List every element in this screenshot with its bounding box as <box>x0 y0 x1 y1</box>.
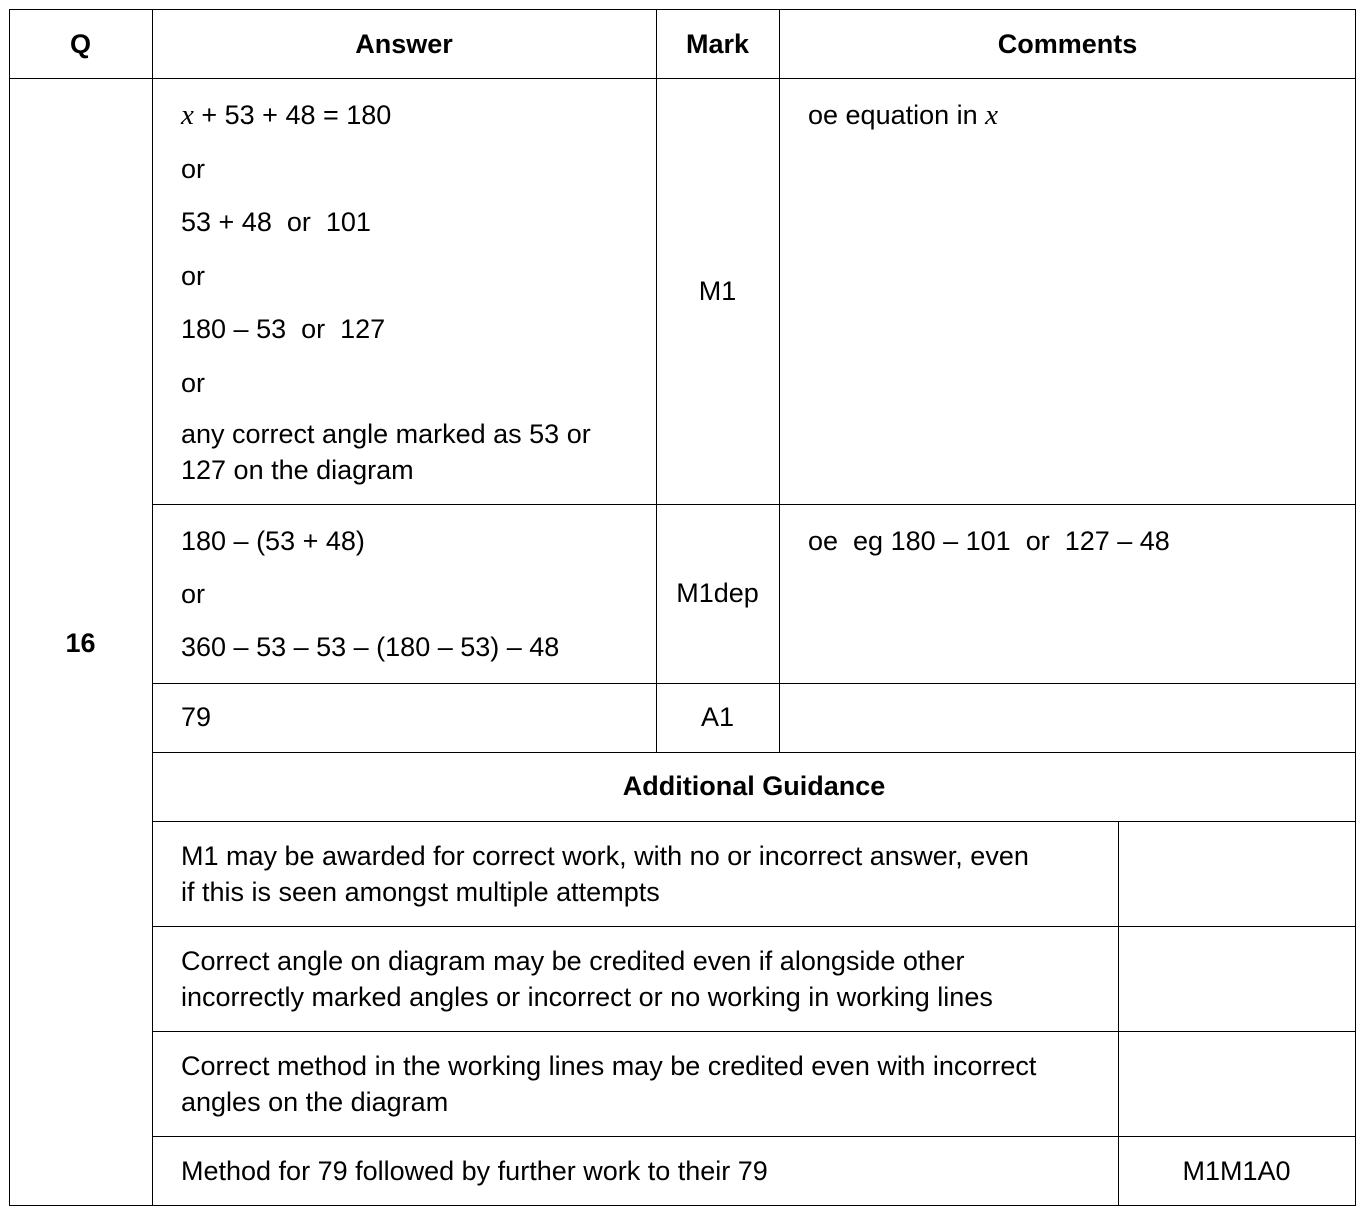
table-border-right <box>1355 9 1356 1206</box>
comment-text: oe eg 180 – 101 or 127 – 48 <box>808 526 1170 556</box>
guidance-text: incorrectly marked angles or incorrect or no working in working lines <box>181 982 993 1012</box>
column-divider <box>779 9 780 753</box>
guidance-text: Correct method in the working lines may be credited even with incorrect <box>181 1051 1037 1081</box>
answer-line: or <box>181 579 206 609</box>
row-divider <box>152 821 1356 822</box>
table-border-bottom <box>9 1205 1356 1206</box>
table-border-top <box>9 9 1356 10</box>
mark-value: M1 <box>698 276 737 306</box>
header-answer: Answer <box>355 29 453 59</box>
guidance-text: M1 may be awarded for correct work, with no or incorrect answer, even <box>181 841 1029 871</box>
column-divider <box>152 9 153 1206</box>
guidance-text: Correct angle on diagram may be credited even if alongside other <box>181 946 965 976</box>
row-divider <box>152 752 1356 753</box>
header-divider <box>9 78 1356 79</box>
row-divider <box>152 683 1356 684</box>
answer-line: x + 53 + 48 = 180 <box>181 99 392 131</box>
header-q: Q <box>69 29 91 59</box>
table-border-left <box>9 9 10 1206</box>
answer-line: or <box>181 154 206 184</box>
comment-text: oe equation in x <box>808 99 999 131</box>
guidance-title: Additional Guidance <box>622 771 886 801</box>
row-divider <box>152 1136 1356 1137</box>
guidance-mark: M1M1A0 <box>1182 1156 1291 1186</box>
guidance-text: if this is seen amongst multiple attempts <box>181 877 660 907</box>
answer-line: 53 + 48 or 101 <box>181 207 371 237</box>
column-divider <box>1118 821 1119 1206</box>
row-divider <box>152 1031 1356 1032</box>
answer-line: any correct angle marked as 53 or <box>181 419 591 449</box>
row-divider <box>152 926 1356 927</box>
mark-value: M1dep <box>676 578 759 608</box>
answer-line: or <box>181 261 206 291</box>
answer-line: 360 – 53 – 53 – (180 – 53) – 48 <box>181 632 560 662</box>
column-divider <box>656 9 657 753</box>
answer-line: or <box>181 368 206 398</box>
answer-line: 127 on the diagram <box>181 455 414 485</box>
row-divider <box>152 504 1356 505</box>
mark-value: A1 <box>700 702 735 732</box>
header-comments: Comments <box>997 29 1138 59</box>
guidance-text: angles on the diagram <box>181 1087 449 1117</box>
question-number: 16 <box>65 628 96 658</box>
answer-line: 180 – 53 or 127 <box>181 314 386 344</box>
header-mark: Mark <box>685 29 750 59</box>
answer-line: 79 <box>181 702 212 732</box>
guidance-text: Method for 79 followed by further work to their 79 <box>181 1156 768 1186</box>
answer-line: 180 – (53 + 48) <box>181 526 365 556</box>
mark-scheme-table <box>9 9 1356 1206</box>
